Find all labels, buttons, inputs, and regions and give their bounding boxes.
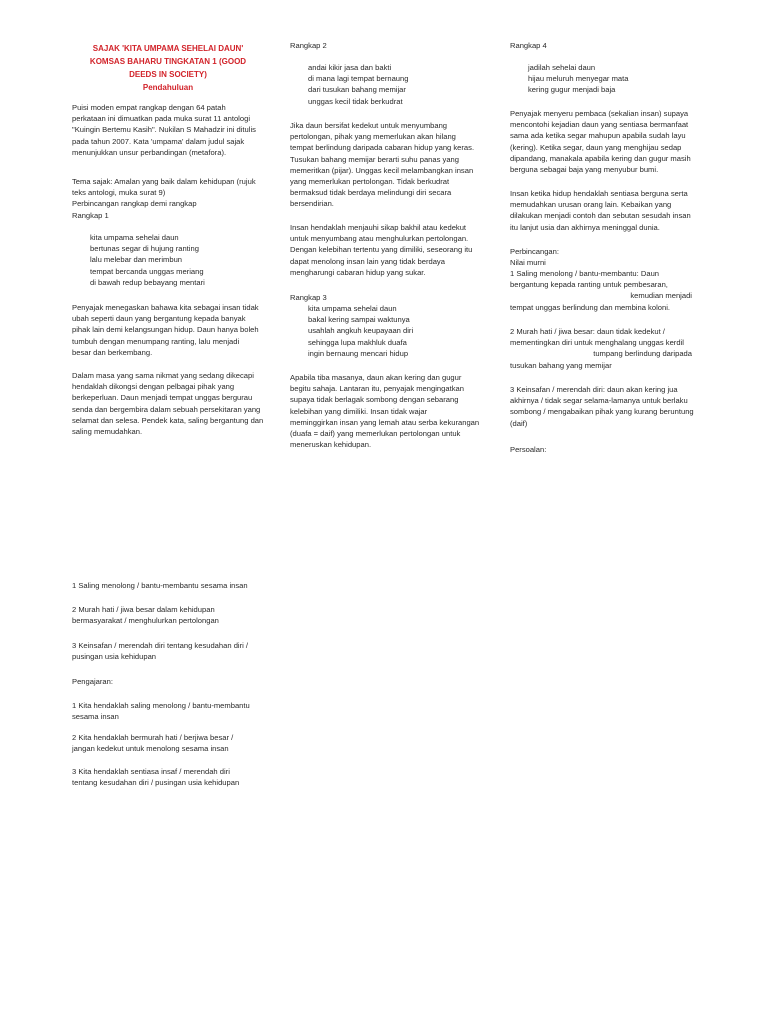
poem-line: unggas kecil tidak berkudrat [308, 96, 403, 106]
text-line: tentang kesudahan diri / pusingan usia kehidupan [72, 778, 240, 788]
text-line: teks antologi, muka surat 9) [72, 188, 166, 198]
title-line: SAJAK 'KITA UMPAMA SEHELAI DAUN' [92, 44, 244, 53]
poem-line: kering gugur menjadi baja [528, 85, 616, 95]
text-line: Tusukan bahang memijar berarti suhu panas yang [290, 154, 459, 164]
poem-line: dari tusukan bahang memijar [308, 85, 406, 95]
text-line: Perbincangan: [510, 247, 559, 256]
text-line: Pengajaran: [72, 677, 113, 686]
intro-paragraph [72, 102, 264, 158]
text-line: Tema sajak: Amalan yang baik dalam kehidupan (rujuk [72, 177, 256, 186]
text-line: 3 Keinsafan / merendah diri: daun akan kering jua [510, 385, 678, 394]
text-line: dipandang, manakala apabila kering dan gugur masih [510, 153, 691, 163]
text-line: (duafa = daif) yang memerlukan pertolongan untuk [290, 429, 461, 439]
text-line: bermaksud tidak berdaya melindungi diri secara [290, 188, 452, 198]
text-line: memudahkan urusan orang lain. Kebaikan yang [510, 200, 672, 210]
text-line: dilakukan menjadi contoh dan sebutan sesudah insan [510, 211, 691, 221]
poem-stanza-2 [290, 62, 480, 107]
text-line: bergantung kepada ranting untuk pembesaran, [510, 280, 668, 290]
poem-line: bertunas segar di hujung ranting [90, 244, 199, 254]
text-line: berkeperluan. Daun menjadi tempat unggas bergurau [72, 393, 253, 403]
text-line: selamat dan selesa. Pendek kata, saling bergantung dan [72, 415, 264, 425]
text-line: Perbincangan rangkap demi rangkap [72, 199, 197, 209]
text-line: Nilai murni [510, 258, 546, 268]
text-line: 1 Saling menolong / bantu-membantu sesama insan [72, 581, 248, 590]
text-line: ubah seperti daun yang bergantung kepada banyak [72, 314, 246, 324]
text-line: menunjukkan unsur perbandingan (metafora). [72, 147, 227, 157]
body-paragraph [290, 222, 480, 278]
text-line: itu lanjut usia dan akhirnya meninggal dunia. [510, 222, 660, 232]
nilai-item [72, 604, 264, 626]
body-paragraph [72, 370, 264, 437]
text-line: (kering). Ketika segar, daun yang menghijau sedap [510, 142, 682, 152]
text-line: Jika daun bersifat kedekut untuk menyumbang [290, 121, 448, 130]
text-line: tumpang berlindung daripada [593, 349, 692, 359]
section-heading-pendahuluan: Pendahuluan [142, 83, 194, 92]
rangkap-label [290, 40, 480, 51]
text-line: Dalam masa yang sama nikmat yang sedang dikecapi [72, 371, 254, 380]
text-line: tempat berlindung daripada cabaran hidup yang keras. [290, 143, 475, 153]
text-line: tusukan bahang yang memijar [510, 360, 612, 370]
persoalan-label [510, 444, 700, 455]
text-line: berguna sebagai baja yang menyubur bumi. [510, 165, 659, 175]
text-line: 1 Saling menolong / bantu-membantu: Daun [510, 269, 660, 278]
rangkap-label [290, 292, 480, 303]
text-line: mementingkan diri untuk menghalang unggas kerdil [510, 338, 684, 348]
poem-line: usahlah angkuh keupayaan diri [308, 326, 414, 336]
poem-stanza-4 [510, 62, 700, 96]
text-line: Penyajak menegaskan bahawa kita sebagai insan tidak [72, 303, 259, 312]
text-line: pusingan usia kehidupan [72, 652, 157, 662]
poem-line: hijau meluruh menyegar mata [528, 74, 629, 84]
text-line: pihak lain demi kelangsungan hidup. Daun hanya boleh [72, 325, 259, 335]
text-line: bersendirian. [290, 199, 334, 209]
poem-line: di bawah redup bebayang mentari [90, 277, 205, 287]
text-line: 3 Kita hendaklah sentiasa insaf / merendah diri [72, 767, 230, 776]
pengajaran-label [72, 676, 264, 687]
body-paragraph [72, 302, 264, 358]
text-line: begitu sahaja. Lantaran itu, penyajak mengingatkan [290, 384, 464, 394]
text-line: kemudian menjadi [630, 291, 692, 301]
poem-line: jadilah sehelai daun [528, 63, 596, 72]
text-line: meneruskan kehidupan. [290, 440, 372, 450]
poem-line: tempat bercanda unggas meriang [90, 266, 204, 276]
text-line: kelebihan yang dimiliki. Insan tidak wajar [290, 406, 428, 416]
poem-line: sehingga lupa makhluk duafa [308, 337, 407, 347]
text-line: pada tahun 2007. Kata 'umpama' dalam judul sajak [72, 136, 245, 146]
title-line: DEEDS IN SOCIETY) [129, 70, 207, 79]
text-line: "Kuingin Bertemu Kasih". Nukilan S Mahadzir ini ditulis [72, 125, 256, 135]
text-line: supaya tidak berlagak sombong dengan sebarang [290, 395, 459, 405]
text-line: Rangkap 2 [290, 41, 327, 50]
text-line: tumbuh dengan menumpang ranting, lalu menjadi [72, 336, 240, 346]
poem-line: kita umpama sehelai daun [90, 233, 179, 242]
text-line: 1 Kita hendaklah saling menolong / bantu-membantu [72, 701, 250, 710]
body-paragraph [510, 108, 700, 175]
text-line: hendaklah dikongsi dengan pelbagai pihak yang [72, 382, 235, 392]
text-line: 2 Murah hati / jiwa besar dalam kehidupan [72, 605, 215, 614]
poem-line: ingin bernaung mencari hidup [308, 348, 409, 358]
text-line: (daif) [510, 418, 528, 428]
discussion-item [510, 384, 700, 429]
text-line: sesama insan [72, 712, 119, 722]
text-line: Insan ketika hidup hendaklah sentiasa berguna serta [510, 189, 688, 198]
text-line: akhirnya / tidak segar selama-lamanya untuk berlaku [510, 396, 688, 406]
perbincangan-label [510, 246, 700, 268]
body-paragraph [290, 120, 480, 210]
rangkap-label: Rangkap 1 [72, 210, 109, 220]
poem-line: di mana lagi tempat bernaung [308, 74, 409, 84]
text-line: memeritkan (pijar). Unggas kecil melambangkan insan [290, 165, 474, 175]
pengajaran-item [72, 700, 264, 722]
rangkap-label [510, 40, 700, 51]
text-line: bermasyarakat / menghulurkan pertolongan [72, 616, 219, 626]
poem-line: andai kikir jasa dan bakti [308, 63, 392, 72]
poem-line: lalu melebar dan merimbun [90, 255, 183, 265]
tema-paragraph [72, 176, 264, 221]
text-line: dapat menolong insan lain yang tidak berdaya [290, 256, 445, 266]
text-line: 2 Kita hendaklah bermurah hati / berjiwa besar / [72, 733, 234, 742]
text-line: sama ada ketika segar mahupun apabila sudah layu [510, 131, 686, 141]
text-line: Rangkap 4 [510, 41, 547, 50]
poem-stanza-3 [290, 303, 480, 359]
nilai-item [72, 640, 264, 662]
pengajaran-item [72, 766, 264, 788]
text-line: Puisi moden empat rangkap dengan 64 patah [72, 103, 226, 112]
text-line: Penyajak menyeru pembaca (sekalian insan) supaya [510, 109, 689, 118]
poem-line: bakal kering sampai waktunya [308, 315, 410, 325]
text-line: pertolongan, pihak yang memerlukan akan hilang [290, 132, 456, 142]
text-line: 2 Murah hati / jiwa besar: daun tidak kedekut / [510, 327, 665, 336]
text-line: jangan kedekut untuk menolong sesama insan [72, 744, 229, 754]
text-line: Dengan kelebihan tertentu yang dimiliki, seseorang itu [290, 245, 473, 255]
text-line: mengharungi cabaran hidup yang sukar. [290, 267, 426, 277]
discussion-item [510, 268, 700, 313]
text-line: mencontohi kejadian daun yang sentiasa bermanfaat [510, 120, 689, 130]
text-line: 3 Keinsafan / merendah diri tentang kesudahan diri / [72, 641, 249, 650]
text-line: perkataan ini dimuatkan pada muka surat 11 antologi [72, 114, 251, 124]
article-title [72, 42, 264, 94]
text-line: yang memerlukan pertolongan. Tidak berkudrat [290, 177, 450, 187]
text-line: Persoalan: [510, 445, 547, 454]
text-line: tempat unggas berlindung dan membina koloni. [510, 302, 670, 312]
text-line: untuk menyumbang atau menghulurkan pertolongan. [290, 234, 469, 244]
body-paragraph [510, 188, 700, 233]
text-line: sombong / mengabaikan pihak yang kurang beruntung [510, 407, 694, 417]
pengajaran-item [72, 732, 264, 754]
poem-line: kita umpama sehelai daun [308, 304, 397, 313]
text-line: besar dan berkembang. [72, 347, 153, 357]
nilai-item [72, 580, 264, 591]
text-line: meminggirkan insan yang lemah atau serba kekurangan [290, 417, 480, 427]
text-line: saling memudahkan. [72, 427, 143, 437]
text-line: Insan hendaklah menjauhi sikap bakhil atau kedekut [290, 223, 467, 232]
body-paragraph [290, 372, 480, 450]
text-line: Apabila tiba masanya, daun akan kering dan gugur [290, 373, 462, 382]
discussion-item [510, 326, 700, 371]
text-line: Rangkap 3 [290, 293, 327, 302]
title-line: KOMSAS BAHARU TINGKATAN 1 (GOOD [89, 57, 247, 66]
poem-stanza-1 [72, 232, 264, 288]
text-line: senda dan bergembira dalam sebuah persekitaran yang [72, 404, 261, 414]
